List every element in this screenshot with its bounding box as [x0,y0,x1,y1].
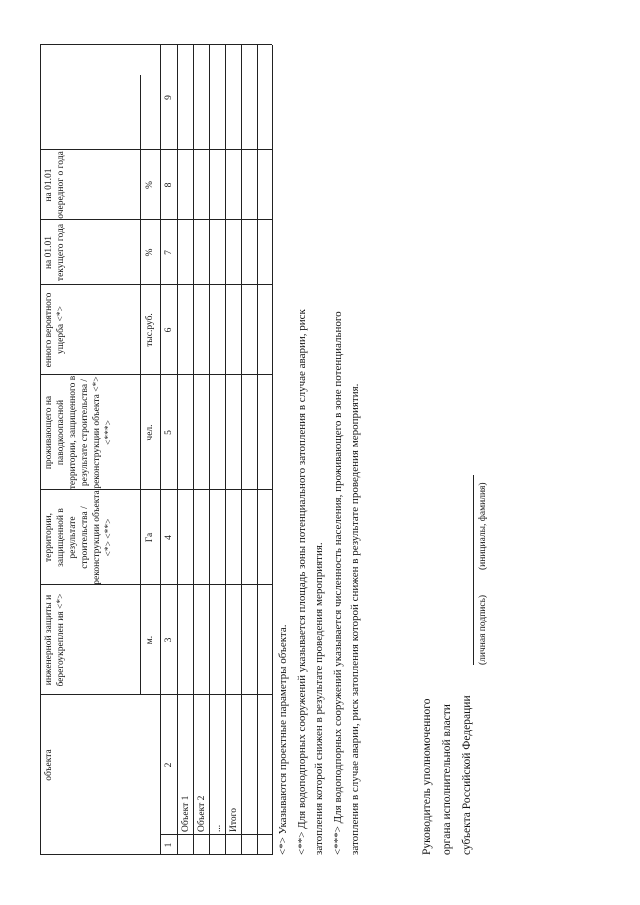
signature-line-2: органа исполнительной власти [441,704,453,855]
footnote-3-cont: затопления в случае аварии, риск затопления которой снижен в результате проведения мероприятия. [349,383,361,855]
row-line-5 [257,45,258,855]
header-protected-area: территории, защищенной в результате строительства / реконструкции объекта <*> <**> [44,490,114,585]
number-row-line [177,45,178,855]
header-protected-population: проживающего на паводкоопасной территории, защищенного в результате строительства / реконструкции объекта <*> <***> [44,375,114,490]
unit-percent-next: % [145,181,155,189]
header-object: объекта [44,749,54,781]
caption-initials-surname: (инициалы, фамилия) [478,482,488,570]
col-number-8: 8 [163,182,174,188]
unit-thousand-rub: тыс.руб. [145,313,155,347]
col-number-3: 3 [163,637,174,643]
row-label-object-2: Объект 2 [197,795,207,832]
unit-percent-current: % [145,248,155,257]
row-line-1 [193,45,194,855]
col-number-5: 5 [163,430,174,435]
row-label-ellipsis: ... [213,824,223,832]
indicators-table [40,45,272,855]
col-number-9: 9 [163,95,174,100]
unit-hectares: Га [145,532,155,543]
header-prevented-damage: енного вероятного ущерба <*> [44,292,66,368]
col-line-0 [40,854,272,855]
col-number-6: 6 [163,327,174,333]
unit-meters: м. [145,635,155,645]
row-line-4 [241,45,242,855]
footnote-1: <*> Указываются проектные параметры объекта. [277,624,289,855]
header-protection-length: инженерной защиты и берегоукреплен ия <*> [44,593,66,687]
signature-underline [473,475,474,665]
signature-line-3: субъекта Российской Федерации [461,695,473,855]
row-line-2 [209,45,210,855]
row-line-3 [225,45,226,855]
footnote-2: <**> Для водоподпорных сооружений указывается площадь зоны потенциального затопления в случае аварии, риск [296,309,308,855]
table-border-bottom [272,45,273,855]
header-next-year: на 01.01 очередног о года [44,151,66,219]
row-label-object-1: Объект 1 [181,795,191,832]
caption-personal-signature: (личная подпись) [478,594,488,665]
unit-people: чел. [145,424,155,441]
row-label-total: Итого [229,807,239,832]
header-current-year: на 01.01 текущего года [44,223,66,282]
footnote-2-cont: затопления которой снижен в результате проведения мероприятия. [313,542,325,855]
footnote-3: <***> Для водоподпорных сооружений указывается численность населения, проживающего в зоне потенциального [332,311,344,855]
col-number-2: 2 [163,762,174,768]
col-number-7: 7 [163,250,174,255]
signature-line-1: Руководитель уполномоченного [421,698,433,855]
col-number-1: 1 [163,842,174,848]
col-number-4: 4 [163,535,174,540]
col-line-8 [40,44,272,45]
